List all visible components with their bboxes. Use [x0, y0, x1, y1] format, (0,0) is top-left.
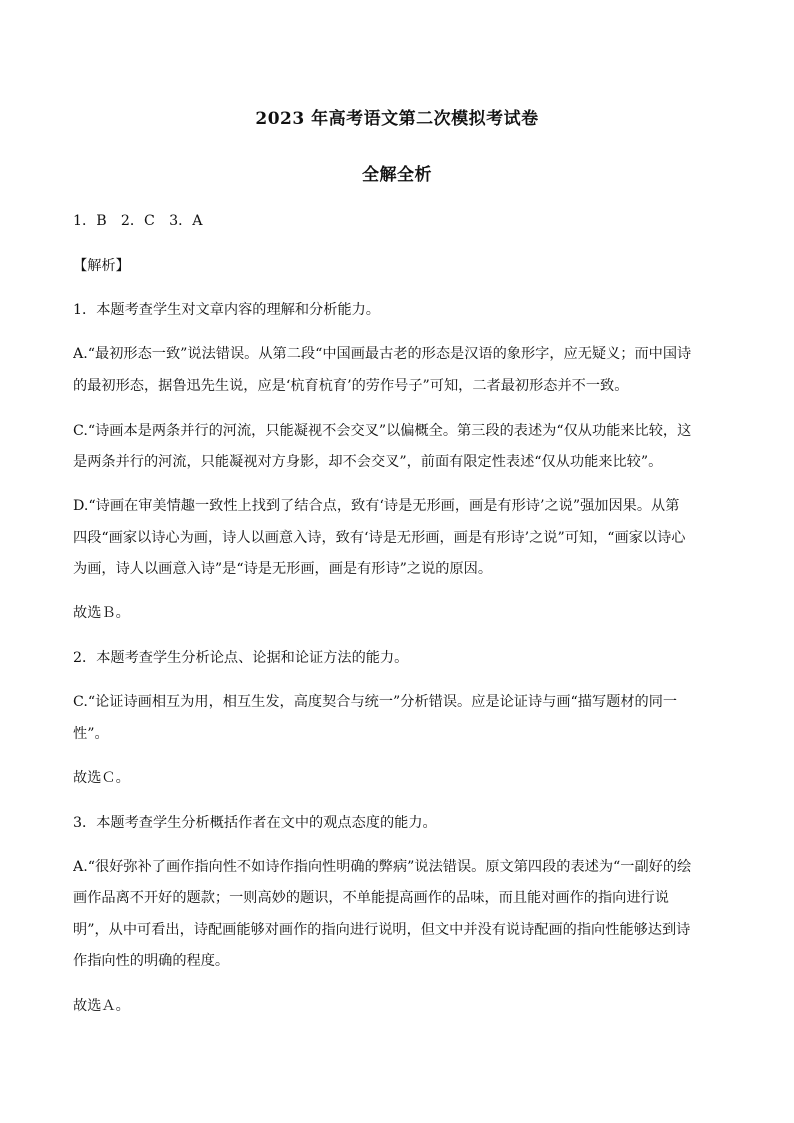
document-title: 2023 年高考语文第二次模拟考试卷	[255, 109, 539, 129]
paragraph-line: 画作品离不开好的题款；一则高妙的题识，不单能提高画作的品味，而且能对画作的指向进行说	[73, 890, 669, 906]
analysis-heading: 【解析】	[73, 258, 130, 274]
paragraph-line: 是两条并行的河流，只能凝视对方身影，却不会交叉”，前面有限定性表述“仅从功能来比较”。	[73, 454, 663, 470]
question-3-heading: 3．本题考查学生分析概括作者在文中的观点态度的能力。	[73, 815, 437, 831]
paragraph-line: 明”，从中可看出，诗配画能够对画作的指向进行说明，但文中并没有说诗配画的指向性能够达到诗	[73, 922, 691, 938]
paragraph-line: A.“最初形态一致”说法错误。从第二段“中国画最古老的形态是汉语的象形字，应无疑义；而中国诗	[73, 346, 692, 362]
question-2-heading: 2．本题考查学生分析论点、论据和论证方法的能力。	[73, 650, 409, 666]
paragraph-line: 的最初形态，据鲁迅先生说，应是‘杭育杭育’的劳作号子”可知，二者最初形态并不一致。	[73, 378, 629, 394]
answer-choice-line: 故选Ｃ。	[73, 770, 130, 786]
answer-key: 1．B 2．C 3．A	[73, 213, 203, 229]
paragraph-line: C.“诗画本是两条并行的河流，只能凝视不会交叉”以偏概全。第三段的表述为“仅从功能来比较，这	[73, 423, 692, 439]
paragraph-line: C.“论证诗画相互为用，相互生发，高度契合与统一”分析错误。应是论证诗与画“描写题材的同一	[73, 694, 678, 710]
document-subtitle: 全解全析	[362, 165, 432, 185]
answer-choice-line: 故选Ｂ。	[73, 605, 130, 621]
paragraph-line: A.“很好弥补了画作指向性不如诗作指向性明确的弊病”说法错误。原文第四段的表述为“一副好的绘	[73, 859, 692, 875]
paragraph-line: 作指向性的明确的程度。	[73, 953, 230, 969]
paragraph-line: 为画，诗人以画意入诗”是“诗是无形画，画是有形诗”之说的原因。	[73, 561, 493, 577]
paragraph-line: 性”。	[73, 726, 109, 742]
answer-choice-line: 故选Ａ。	[73, 998, 130, 1014]
paragraph-line: 四段“画家以诗心为画，诗人以画意入诗，致有‘诗是无形画，画是有形诗’之说”可知，“画家以诗心	[73, 530, 686, 546]
question-1-heading: 1．本题考查学生对文章内容的理解和分析能力。	[73, 302, 380, 318]
paragraph-line: D.“诗画在审美情趣一致性上找到了结合点，致有‘诗是无形画，画是有形诗’之说”强加因果。从第	[73, 498, 680, 514]
